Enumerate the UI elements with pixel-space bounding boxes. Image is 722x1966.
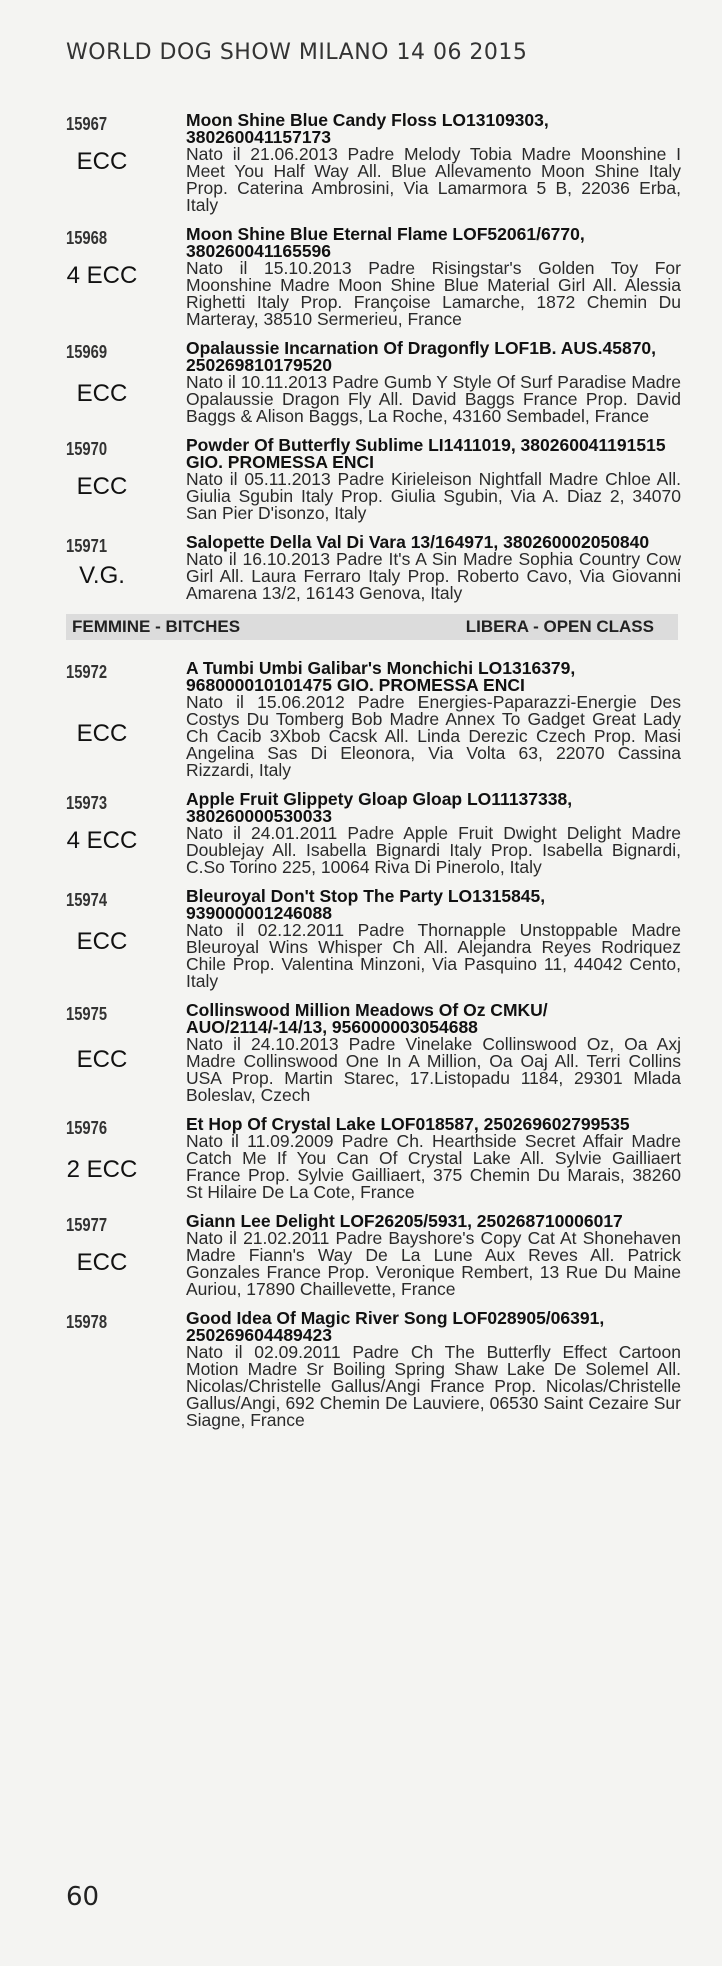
entry-details: Nato il 16.10.2013 Padre It's A Sin Madre Sophia Country Cow Girl All. Laura Ferraro Italy Prop. Roberto Cavo, Via Giovanni Amarena 13/2, 16143 Genova, Italy bbox=[186, 549, 681, 603]
entry-title: Powder Of Butterfly Sublime LI1411019, 380260041191515 GIO. PROMESSA ENCI bbox=[186, 435, 666, 472]
entry-number: 15975 bbox=[66, 1004, 108, 1024]
catalog-entry bbox=[0, 791, 722, 876]
entry-grade: V.G. bbox=[79, 562, 125, 589]
catalog-entry bbox=[0, 226, 722, 328]
entry-details: Nato il 15.06.2012 Padre Energies-Paparazzi-Energie Des Costys Du Tomberg Bob Madre Annex To Gadget Great Lady Ch Cacib 3Xbob Cacsk All. Linda Derezic Czech Prop. Masi Angelina Sas Di Eleonora, Via Volta 63, 22070 Cassina Rizzardi, Italy bbox=[186, 692, 681, 780]
entry-number: 15967 bbox=[66, 114, 108, 134]
entry-number: 15976 bbox=[66, 1118, 108, 1138]
entry-details: Nato il 02.12.2011 Padre Thornapple Unstoppable Madre Bleuroyal Wins Whisper Ch All. Alejandra Reyes Rodriquez Chile Prop. Valentina Minzoni, Via Pasquino 11, 44042 Cento, Italy bbox=[186, 920, 681, 991]
entry-title: Moon Shine Blue Candy Floss LO13109303, 380260041157173 bbox=[186, 110, 549, 147]
entry-title: Giann Lee Delight LOF26205/5931, 250268710006017 bbox=[186, 1211, 623, 1231]
entry-details: Nato il 02.09.2011 Padre Ch The Butterfly Effect Cartoon Motion Madre Sr Boiling Spring Shaw Lake De Solemel All. Nicolas/Christelle Gallus/Angi France Prop. Nicolas/Christelle Gallus/Angi, 692 Chemin De Lauviere, 06530 Saint Cezaire Sur Siagne, France bbox=[186, 1342, 681, 1430]
catalog-entry bbox=[0, 340, 722, 425]
catalog-entry bbox=[0, 1002, 722, 1104]
entry-grade: 2 ECC bbox=[66, 1156, 138, 1183]
catalog-entry bbox=[0, 534, 722, 602]
section-sex-label: FEMMINE - BITCHES bbox=[72, 617, 241, 636]
entry-details: Nato il 24.10.2013 Padre Vinelake Collinswood Oz, Oa Axj Madre Collinswood One In A Million, Oa Oaj All. Terri Collins USA Prop. Martin Starec, 17.Listopadu 1184, 29301 Mlada Boleslav, Czech bbox=[186, 1034, 681, 1105]
catalog-entries bbox=[0, 112, 722, 1441]
entry-number: 15969 bbox=[66, 342, 108, 362]
entry-number: 15974 bbox=[66, 890, 108, 910]
entry-grade: ECC bbox=[76, 473, 128, 500]
entry-title: Et Hop Of Crystal Lake LOF018587, 250269602799535 bbox=[186, 1114, 630, 1134]
entry-number: 15973 bbox=[66, 793, 108, 813]
entry-title: Apple Fruit Glippety Gloap Gloap LO11137338, 380260000530033 bbox=[186, 789, 573, 826]
entry-title: Bleuroyal Don't Stop The Party LO1315845, 939000001246088 bbox=[186, 886, 546, 923]
section-class-label: LIBERA - OPEN CLASS bbox=[465, 617, 654, 636]
entry-grade: 4 ECC bbox=[66, 262, 138, 289]
catalog-entry bbox=[0, 1310, 722, 1429]
entry-grade: 4 ECC bbox=[66, 827, 138, 854]
entry-details: Nato il 24.01.2011 Padre Apple Fruit Dwight Delight Madre Doublejay All. Isabella Bignardi Italy Prop. Isabella Bignardi, C.So Torino 225, 10064 Riva Di Pinerolo, Italy bbox=[186, 823, 681, 877]
entry-number: 15970 bbox=[66, 439, 108, 459]
entry-title: A Tumbi Umbi Galibar's Monchichi LO1316379, 968000010101475 GIO. PROMESSA ENCI bbox=[186, 658, 576, 695]
entry-number: 15972 bbox=[66, 662, 108, 682]
entry-details: Nato il 15.10.2013 Padre Risingstar's Golden Toy For Moonshine Madre Moon Shine Blue Material Girl All. Alessia Righetti Italy Prop. Françoise Lamarche, 1872 Chemin Du Marteray, 38510 Sermerieu, France bbox=[186, 258, 681, 329]
entry-details: Nato il 21.02.2011 Padre Bayshore's Copy Cat At Shonehaven Madre Fiann's Way De La Lune Aux Reves All. Patrick Gonzales France Prop. Veronique Rembert, 13 Rue Du Maine Auriou, 17890 Chaillevette, France bbox=[186, 1228, 681, 1299]
entry-details: Nato il 21.06.2013 Padre Melody Tobia Madre Moonshine I Meet You Half Way All. Blue Allevamento Moon Shine Italy Prop. Caterina Ambrosini, Via Lamarmora 5 B, 22036 Erba, Italy bbox=[186, 144, 681, 215]
entry-grade: ECC bbox=[76, 148, 128, 175]
entry-title: Moon Shine Blue Eternal Flame LOF52061/6770, 380260041165596 bbox=[186, 224, 585, 261]
entry-details: Nato il 05.11.2013 Padre Kirieleison Nightfall Madre Chloe All. Giulia Sgubin Italy Prop. Giulia Sgubin, Via A. Diaz 2, 34070 San Pier D'isonzo, Italy bbox=[186, 469, 681, 523]
catalog-entry bbox=[0, 888, 722, 990]
entry-title: Salopette Della Val Di Vara 13/164971, 380260002050840 bbox=[186, 532, 650, 552]
entry-number: 15978 bbox=[66, 1312, 108, 1332]
entry-grade: ECC bbox=[76, 1249, 128, 1276]
entry-grade: ECC bbox=[76, 380, 128, 407]
catalog-entry bbox=[0, 112, 722, 214]
entry-number: 15977 bbox=[66, 1215, 108, 1235]
entry-details: Nato il 10.11.2013 Padre Gumb Y Style Of Surf Paradise Madre Opalaussie Dragon Fly All. David Baggs France Prop. David Baggs & Alison Baggs, La Roche, 43160 Sembadel, France bbox=[186, 372, 681, 426]
entry-title: Collinswood Million Meadows Of Oz CMKU/ AUO/2114/-14/13, 956000003054688 bbox=[186, 1000, 548, 1037]
entry-number: 15968 bbox=[66, 228, 108, 248]
page-number: 60 bbox=[66, 1882, 100, 1912]
catalog-entry bbox=[0, 437, 722, 522]
entry-grade: ECC bbox=[76, 720, 128, 747]
entry-grade: ECC bbox=[76, 1046, 128, 1073]
catalog-entry bbox=[0, 660, 722, 779]
entry-title: Good Idea Of Magic River Song LOF028905/06391, 250269604489423 bbox=[186, 1308, 605, 1345]
catalog-entry bbox=[0, 1213, 722, 1298]
catalog-entry bbox=[0, 1116, 722, 1201]
entry-title: Opalaussie Incarnation Of Dragonfly LOF1B. AUS.45870, 250269810179520 bbox=[186, 338, 657, 375]
page-header: WORLD DOG SHOW MILANO 14 06 2015 bbox=[66, 40, 528, 65]
entry-number: 15971 bbox=[66, 536, 108, 556]
entry-grade: ECC bbox=[76, 928, 128, 955]
entry-details: Nato il 11.09.2009 Padre Ch. Hearthside Secret Affair Madre Catch Me If You Can Of Crystal Lake All. Sylvie Gailliaert France Prop. Sylvie Gailliaert, 375 Chemin Du Marais, 38260 St Hilaire De La Cote, France bbox=[186, 1131, 681, 1202]
section-header bbox=[66, 614, 678, 640]
